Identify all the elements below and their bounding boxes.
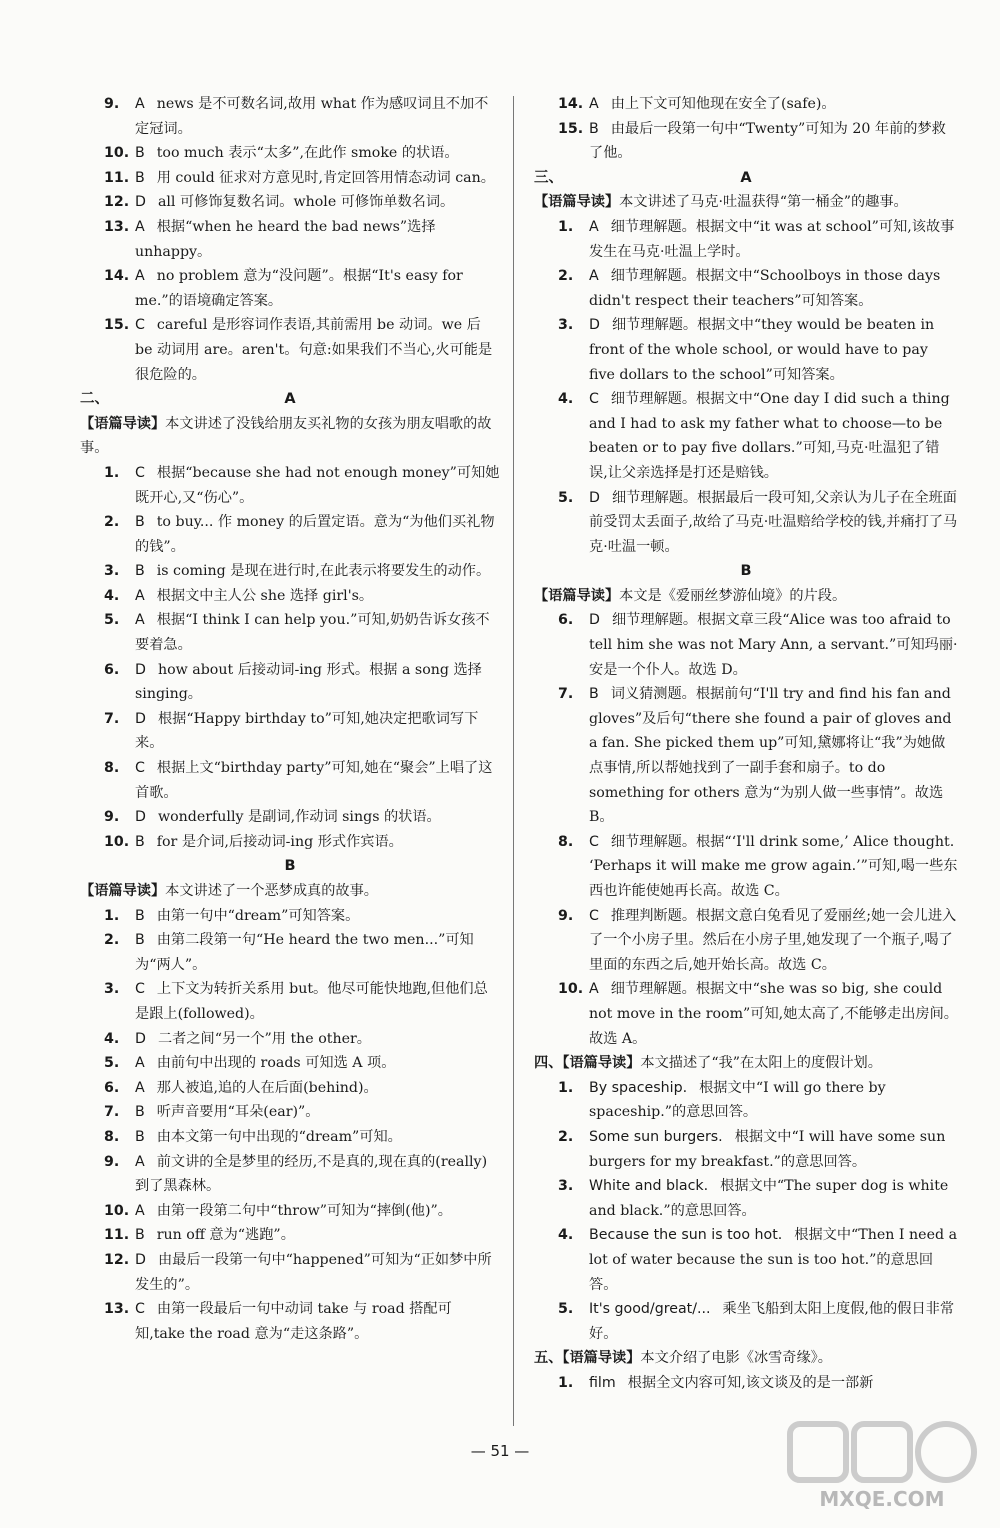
left-column	[80, 92, 500, 1346]
item-answer: D	[135, 194, 146, 211]
answer-item	[534, 117, 958, 166]
item-explanation: 细节理解题。根据文中“it was at school”可知,该故事发生在马克·吐温上学时。	[589, 218, 955, 260]
answer-item	[80, 904, 500, 929]
answer-item	[534, 904, 958, 978]
item-explanation: wonderfully 是副词,作动词 sings 的状语。	[157, 809, 441, 826]
item-answer: A	[135, 1055, 145, 1072]
guide-text: 本文讲述了没钱给朋友买礼物的女孩为朋友唱歌的故事。	[80, 415, 492, 457]
column-divider	[513, 96, 514, 1426]
item-explanation: 根据文中“The super dog is white and black.”的意思回答。	[589, 1178, 949, 1219]
item-explanation: is coming 是现在进行时,在此表示将要发生的动作。	[156, 563, 491, 580]
item-answer: A	[589, 268, 599, 285]
passage-letter: A	[284, 391, 296, 408]
answer-item	[80, 805, 500, 830]
answer-item	[534, 1174, 958, 1223]
item-number: 1.	[558, 1079, 574, 1096]
reading-guide	[80, 879, 500, 904]
reading-guide	[80, 412, 500, 461]
item-explanation: 细节理解题。根据“‘I'll drink some,’ Alice thought. ‘Perhaps it will make me grow again.’”可知,喝一些东西也许能使她再长高。故选 C。	[589, 833, 958, 899]
answer-list	[534, 1371, 958, 1396]
item-number: 5.	[558, 489, 574, 506]
item-number: 4.	[104, 1030, 120, 1047]
item-explanation: 词义猜测题。根据前句“I'll try and find his fan and gloves”及后句“there she found a pair of gloves and a fan. She picked them up”可知,黛娜将让“我”为她做点事情,所以帮她找到了一副手套和扇子。to do something for others 意为“为别人做一些事情”。故选 B。	[589, 686, 952, 826]
section-number: 二、	[80, 391, 109, 408]
item-answer: C	[589, 391, 599, 408]
item-explanation: 由最后一段第一句中“happened”可知为“正如梦中所发生的”。	[135, 1251, 492, 1293]
item-answer: Because the sun is too hot.	[589, 1227, 783, 1244]
item-number: 10.	[104, 1202, 130, 1219]
passage-letter: B	[740, 563, 752, 580]
item-answer: A	[135, 587, 145, 604]
item-number: 9.	[558, 907, 574, 924]
item-answer: D	[589, 612, 600, 629]
item-answer: By spaceship.	[589, 1079, 688, 1096]
item-number: 6.	[104, 661, 120, 678]
item-answer: D	[589, 317, 600, 334]
section-heading	[80, 854, 500, 879]
answer-item	[534, 608, 958, 682]
answer-item	[80, 313, 500, 387]
reading-guide	[534, 1051, 958, 1076]
item-answer: B	[589, 120, 599, 137]
item-answer: B	[589, 686, 599, 703]
guide-tag: 【语篇导读】	[534, 587, 620, 604]
item-explanation: 根据上文“birthday party”可知,她在“聚会”上唱了这首歌。	[135, 760, 493, 801]
answer-item	[80, 830, 500, 855]
item-explanation: 根据文中“Then I need a lot of water because the sun is too hot.”的意思回答。	[589, 1227, 958, 1293]
guide-tag: 【语篇导读】	[562, 1350, 641, 1367]
item-explanation: too much 表示“太多”,在此作 smoke 的状语。	[156, 145, 459, 162]
answer-item	[80, 461, 500, 510]
item-answer: D	[135, 809, 146, 826]
item-answer: B	[135, 1104, 145, 1121]
reading-guide	[534, 1346, 958, 1371]
item-number: 9.	[104, 809, 120, 826]
item-answer: A	[589, 981, 599, 998]
reading-guide	[534, 584, 958, 609]
item-explanation: 那人被追,追的人在后面(behind)。	[156, 1079, 378, 1096]
item-explanation: 根据全文内容可知,该文谈及的是一部新	[627, 1374, 874, 1391]
item-number: 13.	[104, 1301, 130, 1318]
item-number: 4.	[558, 1227, 574, 1244]
item-explanation: 乘坐飞船到太阳上度假,他的假日非常好。	[589, 1301, 955, 1342]
item-explanation: 二者之间“另一个”用 the other。	[157, 1030, 371, 1047]
answer-item	[80, 1199, 500, 1224]
item-explanation: 细节理解题。根据文中“One day I did such a thing and I had to ask my father what to choose—to be beaten or to pay five dollars.”可知,马克·吐温犯了错误,让父亲选择是打还是赔钱。	[589, 391, 950, 481]
item-answer: B	[135, 932, 145, 949]
item-explanation: 用 could 征求对方意见时,肯定回答用情态动词 can。	[156, 169, 495, 186]
guide-text: 本文讲述了一个恶梦成真的故事。	[165, 883, 378, 899]
answer-item	[80, 166, 500, 191]
item-explanation: 根据文中“I will go there by spaceship.”的意思回答。	[589, 1079, 886, 1121]
answer-item	[534, 1371, 958, 1396]
answer-item	[534, 215, 958, 264]
answer-item	[80, 1125, 500, 1150]
item-explanation: 推理判断题。根据文意白兔看见了爱丽丝;她一会儿进入了一个小房子里。然后在小房子里,她发现了一个瓶子,喝了里面的东西之后,她开始长高。故选 C。	[589, 907, 957, 973]
section-number: 四、	[534, 1055, 563, 1072]
item-explanation: 由最后一段第一句中“Twenty”可知为 20 年前的梦救了他。	[589, 120, 946, 162]
answer-item	[80, 215, 500, 264]
item-answer: White and black.	[589, 1178, 709, 1195]
answer-item	[80, 1076, 500, 1101]
guide-text: 本文讲述了马克·吐温获得“第一桶金”的趣事。	[619, 194, 908, 211]
item-explanation: 由第一段最后一句中动词 take 与 road 搭配可知,take the road 意为“走这条路”。	[135, 1301, 452, 1342]
item-explanation: 由第一句中“dream”可知答案。	[156, 907, 360, 924]
answer-item	[80, 264, 500, 313]
item-number: 3.	[558, 317, 574, 334]
passage-letter: B	[284, 858, 296, 875]
item-explanation: 由前句中出现的 roads 可知选 A 项。	[156, 1055, 396, 1072]
item-explanation: careful 是形容词作表语,其前需用 be 动词。we 后 be 动词用 are。aren't。句意:如果我们不当心,火可能是很危险的。	[135, 317, 493, 383]
answer-item	[534, 92, 958, 117]
item-number: 2.	[104, 932, 120, 949]
item-number: 9.	[104, 96, 120, 112]
answer-item	[80, 608, 500, 657]
item-explanation: 根据文中“I will have some sun burgers for my breakfast.”的意思回答。	[589, 1128, 946, 1170]
item-number: 5.	[104, 612, 120, 629]
item-number: 8.	[104, 1128, 120, 1145]
item-answer: B	[135, 563, 145, 580]
answer-item	[80, 977, 500, 1026]
item-answer: D	[135, 1251, 146, 1268]
item-number: 15.	[104, 317, 130, 334]
answer-item	[534, 830, 958, 904]
item-explanation: 前文讲的全是梦里的经历,不是真的,现在真的(really)到了黑森林。	[135, 1153, 488, 1195]
guide-tag: 【语篇导读】	[80, 883, 166, 899]
item-number: 7.	[558, 686, 574, 703]
item-answer: B	[135, 169, 145, 186]
item-number: 8.	[558, 833, 574, 850]
item-number: 5.	[558, 1301, 574, 1318]
answer-item	[534, 264, 958, 313]
item-answer: B	[135, 833, 145, 850]
item-explanation: 细节理解题。根据文章三段“Alice was too afraid to tell him she was not Mary Ann, a servant.”可知玛丽·安是一个仆人。故选 D。	[589, 612, 958, 678]
item-number: 1.	[558, 218, 574, 235]
item-answer: A	[135, 1202, 145, 1219]
watermark-url: MXQE.COM	[819, 1487, 945, 1511]
guide-tag: 【语篇导读】	[562, 1055, 641, 1072]
item-number: 3.	[558, 1178, 574, 1195]
item-answer: A	[589, 218, 599, 235]
answer-item	[534, 1297, 958, 1346]
guide-tag: 【语篇导读】	[534, 194, 620, 211]
answer-item	[80, 658, 500, 707]
answer-item	[80, 707, 500, 756]
item-answer: C	[589, 833, 599, 850]
item-number: 2.	[558, 1128, 574, 1145]
item-answer: film	[589, 1374, 616, 1391]
item-number: 1.	[104, 464, 120, 481]
answer-item	[80, 584, 500, 609]
item-explanation: 由第一段第二句中“throw”可知为“摔倒(他)”。	[156, 1202, 452, 1219]
answer-item	[80, 1248, 500, 1297]
item-explanation: 由第二段第一句“He heard the two men...”可知为“两人”。	[135, 932, 474, 973]
item-answer: A	[135, 1079, 145, 1096]
item-number: 1.	[558, 1374, 574, 1391]
answer-item	[80, 756, 500, 805]
page-number: — 51 —	[470, 1442, 530, 1460]
item-number: 14.	[104, 268, 130, 285]
item-answer: C	[135, 464, 145, 481]
answer-item	[80, 1027, 500, 1052]
section-heading	[80, 387, 500, 412]
item-explanation: news 是不可数名词,故用 what 作为感叹词且不加不定冠词。	[135, 96, 489, 137]
answer-item	[534, 1076, 958, 1125]
item-answer: A	[135, 268, 145, 285]
item-number: 6.	[104, 1079, 120, 1096]
section-heading	[534, 166, 958, 191]
item-explanation: how about 后接动词-ing 形式。根据 a song 选择 singing。	[135, 661, 482, 703]
answer-item	[534, 313, 958, 387]
item-answer: C	[589, 907, 599, 924]
item-number: 14.	[558, 96, 584, 112]
reading-guide	[534, 190, 958, 215]
answer-item	[80, 1051, 500, 1076]
item-number: 2.	[558, 268, 574, 285]
item-explanation: for 是介词,后接动词-ing 形式作宾语。	[156, 833, 403, 850]
item-explanation: 细节理解题。根据最后一段可知,父亲认为儿子在全班面前受罚太丢面子,故给了马克·吐温赔给学校的钱,并痛打了马克·吐温一顿。	[589, 489, 958, 555]
item-answer: D	[589, 489, 600, 506]
answer-item	[534, 486, 958, 560]
item-answer: It's good/great/...	[589, 1301, 711, 1318]
item-explanation: 上下文为转折关系用 but。他尽可能快地跑,但他们总是跟上(followed)。	[135, 981, 488, 1022]
answer-item	[534, 682, 958, 830]
answer-item	[534, 1125, 958, 1174]
item-explanation: to buy... 作 money 的后置定语。意为“为他们买礼物的钱”。	[135, 514, 495, 555]
item-number: 3.	[104, 981, 120, 998]
answer-list	[80, 904, 500, 1347]
item-answer: B	[135, 145, 145, 162]
item-number: 12.	[104, 1251, 130, 1268]
item-explanation: 根据“when he heard the bad news”选择 unhappy。	[135, 218, 436, 260]
passage-letter: A	[740, 169, 752, 186]
right-column	[534, 92, 958, 1395]
item-answer: A	[589, 96, 599, 112]
item-number: 6.	[558, 612, 574, 629]
item-number: 7.	[104, 710, 120, 727]
item-explanation: 听声音要用“耳朵(ear)”。	[156, 1104, 320, 1121]
item-answer: B	[135, 907, 145, 924]
item-explanation: 由本文第一句中出现的“dream”可知。	[156, 1128, 402, 1145]
guide-tag: 【语篇导读】	[80, 415, 166, 432]
answer-item	[534, 387, 958, 485]
item-number: 1.	[104, 907, 120, 924]
item-number: 8.	[104, 760, 120, 777]
answer-item	[80, 92, 500, 141]
item-answer: B	[135, 514, 145, 531]
item-answer: A	[135, 612, 145, 629]
item-explanation: all 可修饰复数名词。whole 可修饰单数名词。	[157, 194, 455, 211]
answer-list	[534, 215, 958, 559]
item-answer: A	[135, 1153, 145, 1170]
item-answer: D	[135, 661, 146, 678]
item-number: 15.	[558, 120, 584, 137]
answer-item	[80, 1150, 500, 1199]
section-heading	[534, 559, 958, 584]
item-answer: Some sun burgers.	[589, 1128, 723, 1145]
answer-item	[534, 977, 958, 1051]
item-number: 4.	[558, 391, 574, 408]
section-number: 三、	[534, 169, 563, 186]
item-number: 12.	[104, 194, 130, 211]
guide-text: 本文描述了“我”在太阳上的度假计划。	[640, 1055, 882, 1072]
item-explanation: 根据“because she had not enough money”可知她既开心,又“伤心”。	[135, 464, 500, 506]
item-answer: C	[135, 981, 145, 998]
answer-list	[534, 608, 958, 1051]
item-number: 5.	[104, 1055, 120, 1072]
guide-text: 本文介绍了电影《冰雪奇缘》。	[640, 1350, 832, 1367]
item-number: 10.	[104, 145, 130, 162]
item-explanation: run off 意为“逃跑”。	[156, 1227, 295, 1244]
item-number: 9.	[104, 1153, 120, 1170]
item-answer: C	[135, 317, 145, 334]
answer-item	[80, 510, 500, 559]
answer-item	[80, 1100, 500, 1125]
item-answer: B	[135, 1227, 145, 1244]
answer-item	[80, 190, 500, 215]
answer-item	[80, 1223, 500, 1248]
item-explanation: 细节理解题。根据文中“she was so big, she could not move in the room”可知,她太高了,不能够走出房间。故选 A。	[589, 981, 958, 1047]
answer-list	[80, 92, 500, 387]
answer-list	[534, 92, 958, 166]
answer-item	[80, 1297, 500, 1346]
item-number: 10.	[558, 981, 584, 998]
answer-item	[534, 1223, 958, 1297]
item-explanation: 根据“I think I can help you.”可知,奶奶告诉女孩不要着急。	[135, 612, 490, 654]
item-explanation: 由上下文可知他现在安全了(safe)。	[610, 96, 836, 112]
watermark-logo	[782, 1418, 982, 1514]
item-answer: A	[135, 218, 145, 235]
item-explanation: 细节理解题。根据文中“Schoolboys in those days didn't respect their teachers”可知答案。	[589, 268, 941, 309]
item-answer: C	[135, 760, 145, 777]
item-number: 11.	[104, 1227, 130, 1244]
item-number: 11.	[104, 169, 130, 186]
section-number: 五、	[534, 1350, 563, 1367]
item-answer: B	[135, 1128, 145, 1145]
answer-item	[80, 928, 500, 977]
item-explanation: 根据文中主人公 she 选择 girl's。	[156, 587, 374, 604]
item-number: 4.	[104, 587, 120, 604]
item-explanation: no problem 意为“没问题”。根据“It's easy for me.”的语境确定答案。	[135, 268, 463, 309]
guide-text: 本文是《爱丽丝梦游仙境》的片段。	[619, 587, 847, 604]
item-answer: D	[135, 710, 146, 727]
answer-item	[80, 559, 500, 584]
item-number: 13.	[104, 218, 130, 235]
answer-list	[80, 461, 500, 855]
item-number: 3.	[104, 563, 120, 580]
item-number: 2.	[104, 514, 120, 531]
item-explanation: 细节理解题。根据文中“they would be beaten in front of the whole school, or would have to pay five dollars to the school”可知答案。	[589, 317, 935, 383]
answer-list	[534, 1076, 958, 1347]
item-number: 7.	[104, 1104, 120, 1121]
item-answer: D	[135, 1030, 146, 1047]
item-number: 10.	[104, 833, 130, 850]
item-answer: A	[135, 96, 145, 112]
answer-item	[80, 141, 500, 166]
item-answer: C	[135, 1301, 145, 1318]
item-explanation: 根据“Happy birthday to”可知,她决定把歌词写下来。	[135, 710, 479, 752]
